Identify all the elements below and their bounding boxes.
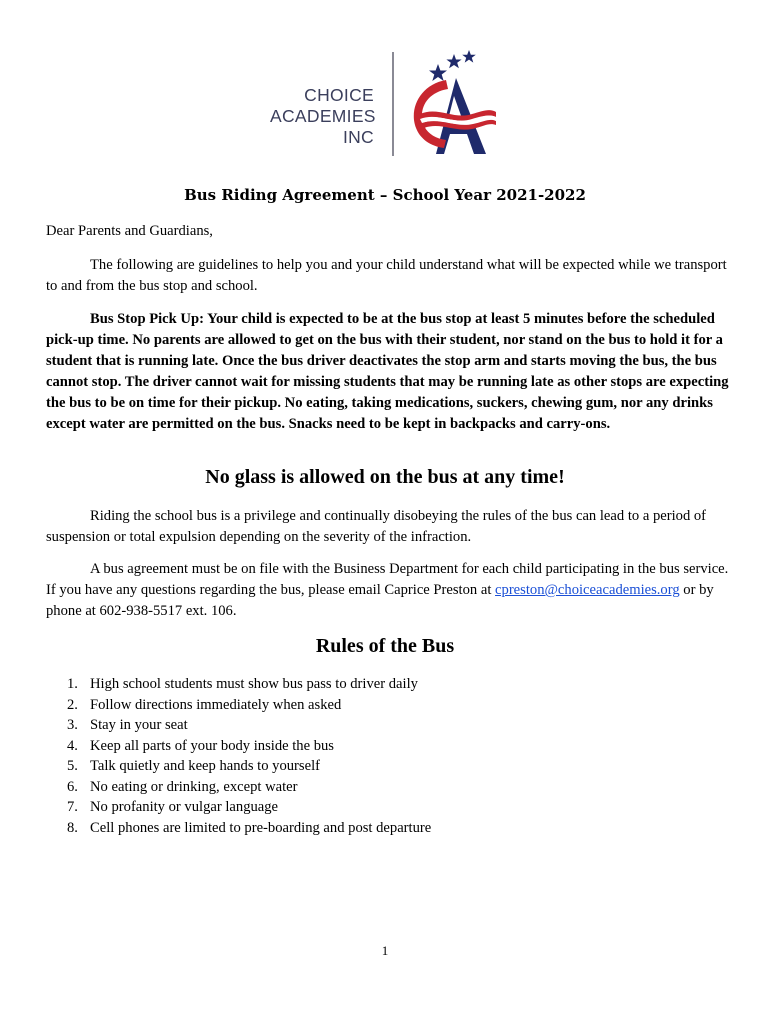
pickup-text: Your child is expected to be at the bus stop at least 5 minutes before the scheduled pick-up time. No parents are allowed to get on the bus with their student, nor stand on the bus to hold it for a student that is running late. Once the bus driver deactivates the stop arm and starts moving the bus, the bus cannot stop. The driver cannot wait for missing students that may be running late as other stops are expecting the bus to be on time for their pickup. No eating, taking medications, suckers, chewing gum, nor any drinks except water are permitted on the bus. Snacks need to be kept in backpacks and carry-ons. [46, 311, 729, 432]
star-icon [446, 54, 461, 68]
rule-number: 2. [67, 696, 78, 713]
privilege-paragraph [46, 506, 736, 548]
rule-text: No profanity or vulgar language [90, 799, 279, 815]
rule-text: No eating or drinking, except water [90, 778, 298, 795]
email-link[interactable]: cpreston@choiceacademies.org [495, 582, 680, 598]
pickup-label: Bus Stop Pick Up: [90, 311, 204, 327]
logo-wordmark [270, 85, 374, 148]
rule-text: Stay in your seat [90, 717, 188, 733]
star-icon [462, 50, 476, 63]
rule-number: 4. [67, 737, 78, 754]
logo-line-2: ACADEMIES [270, 106, 376, 126]
list-item [46, 797, 706, 818]
logo-divider [392, 52, 394, 156]
rule-number: 3. [67, 717, 78, 733]
list-item [46, 674, 706, 695]
rule-text: High school students must show bus pass to driver daily [90, 676, 418, 692]
rule-number: 6. [67, 778, 78, 795]
rule-text: Talk quietly and keep hands to yourself [90, 758, 320, 774]
list-item [46, 756, 706, 777]
logo-mark-icon [410, 50, 500, 160]
choice-academies-logo [270, 50, 510, 160]
logo-line-3: INC [342, 127, 374, 147]
pickup-paragraph [46, 309, 736, 435]
rules-list [46, 674, 706, 838]
list-item [46, 695, 706, 716]
star-icon [429, 64, 447, 81]
list-item [46, 818, 706, 839]
intro-paragraph [46, 255, 736, 297]
rule-number: 8. [67, 819, 78, 836]
list-item [46, 736, 706, 757]
rule-text: Cell phones are limited to pre-boarding and post departure [90, 819, 432, 836]
list-item [46, 777, 706, 798]
rule-number: 1. [67, 676, 78, 692]
rule-number: 7. [67, 799, 78, 815]
agreement-paragraph [46, 559, 736, 622]
intro-text: The following are guidelines to help you and your child understand what will be expected while we transport to and from the bus stop and school. [46, 257, 727, 294]
logo-line-1: CHOICE [304, 85, 374, 105]
agreement-text: A bus agreement must be on file with the Business Department for each child participating in the bus service. If you have any questions regarding the bus, please email Caprice Preston at [46, 561, 729, 598]
rule-number: 5. [67, 758, 78, 774]
rule-text: Follow directions immediately when asked [90, 696, 342, 713]
privilege-text: Riding the school bus is a privilege and continually disobeying the rules of the bus can lead to a period of suspension or total expulsion depending on the severity of the infraction. [46, 508, 707, 545]
rules-heading: Rules of the Bus [315, 635, 455, 657]
rule-text: Keep all parts of your body inside the bus [90, 737, 334, 754]
glass-heading: No glass is allowed on the bus at any time! [205, 466, 565, 488]
list-item [46, 715, 706, 736]
page-number: 1 [381, 943, 389, 958]
document-title: Bus Riding Agreement – School Year 2021-2022 [184, 186, 586, 204]
greeting: Dear Parents and Guardians, [46, 223, 213, 239]
phone-text: or by phone at 602-938-5517 ext. 106. [46, 582, 714, 619]
